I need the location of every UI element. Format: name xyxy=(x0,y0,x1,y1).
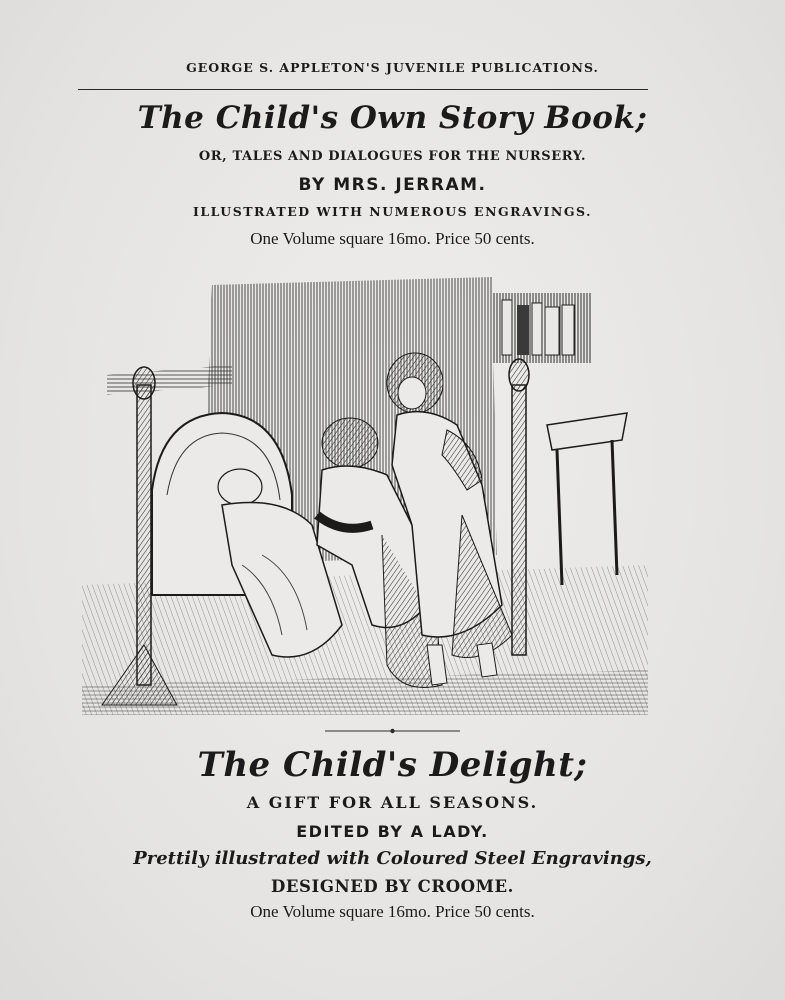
book2-editor: EDITED BY A LADY. xyxy=(296,822,489,841)
book1-author: BY MRS. JERRAM. xyxy=(298,175,487,195)
header-rule xyxy=(78,89,648,90)
book2-edition: One Volume square 16mo. Price 50 cents. xyxy=(250,902,535,921)
ornament-rule xyxy=(325,728,460,734)
book1-title: The Child's Own Story Book; xyxy=(137,100,648,136)
book2-designer: DESIGNED BY CROOME. xyxy=(270,877,515,896)
book1-subtitle: OR, TALES AND DIALOGUES FOR THE NURSERY. xyxy=(198,149,587,164)
book1-illustrations: ILLUSTRATED WITH NUMEROUS ENGRAVINGS. xyxy=(193,204,592,219)
book1-edition: One Volume square 16mo. Price 50 cents. xyxy=(250,229,535,248)
publisher-header: GEORGE S. APPLETON'S JUVENILE PUBLICATIONS. xyxy=(186,60,599,75)
book2-title: The Child's Delight; xyxy=(197,745,588,785)
book2-subtitle: A GIFT FOR ALL SEASONS. xyxy=(246,793,539,812)
engraving-illustration xyxy=(82,265,648,715)
book2-illustrations: Prettily illustrated with Coloured Steel Engravings, xyxy=(133,848,652,869)
